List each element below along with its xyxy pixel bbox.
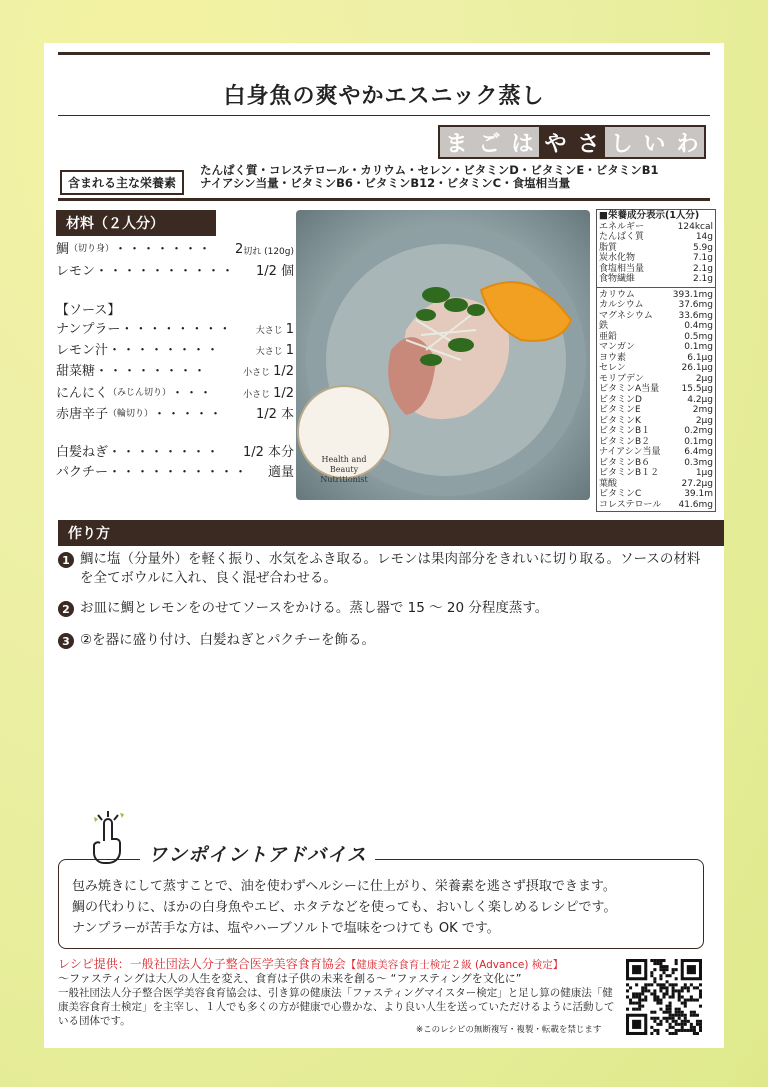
nutrition-row <box>599 447 713 458</box>
ingredient-list <box>56 240 294 482</box>
nutrient-value: 0.3mg <box>684 457 713 468</box>
leader-dots: ・・・・・・・・ <box>95 364 208 380</box>
nutrient-value: 2.1g <box>692 274 713 284</box>
recipe-sheet <box>44 43 724 1048</box>
nutritionist-logo <box>310 455 378 485</box>
nutrient-value: 5.9g <box>692 242 713 253</box>
nutrient-name: ビタミンA当量 <box>599 384 660 394</box>
nutrition-row <box>599 290 713 301</box>
ingredient-row <box>56 384 294 405</box>
step-text: ②を器に盛り付け、白髪ねぎとパクチーを飾る。 <box>80 632 376 648</box>
ingredient-quantity: 1/2 個 <box>255 264 294 280</box>
ingredient-quantity: 2 <box>234 242 244 257</box>
nutrient-name: 鉄 <box>599 321 609 331</box>
nutrient-name: たんぱく質 <box>599 232 645 242</box>
ingredient-name: 甜菜糖 <box>56 364 96 380</box>
ingredient-quantity: 1/2 本 <box>255 407 294 423</box>
nutrition-row <box>599 395 713 406</box>
ingredient-name: 赤唐辛子 <box>56 407 109 423</box>
nutrition-row <box>599 232 713 243</box>
nutrient-name: 炭水化物 <box>599 253 636 263</box>
category-word-tile: さ <box>572 127 605 157</box>
nutrition-row <box>599 311 713 322</box>
leader-dots: ・・・ <box>171 385 214 401</box>
nutrient-name: エネルギー <box>599 221 645 232</box>
nutrient-value: 39.1m <box>684 489 713 499</box>
nutrient-value: 33.6mg <box>678 310 713 321</box>
nutrient-value: 41.6mg <box>678 499 713 510</box>
ingredient-unit: 大さじ <box>255 325 283 336</box>
ingredient-row <box>56 320 294 341</box>
category-word-tile: や <box>539 127 572 157</box>
ingredient-row <box>56 405 294 424</box>
ingredient-row <box>56 240 294 262</box>
ingredient-unit: 小さじ <box>243 389 271 400</box>
ingredient-quantity: 1/2 <box>273 364 294 380</box>
ingredient-note: （切り身） <box>69 244 115 254</box>
ingredient-name: にんにく <box>56 385 109 401</box>
ingredients-header: 材料（２人分） <box>56 210 216 236</box>
nutrient-value: 26.1μg <box>681 363 713 373</box>
method-step <box>58 599 704 618</box>
nutrition-row <box>599 384 713 395</box>
nutrition-table-header: ■栄養成分表示(1人分) <box>599 210 700 221</box>
nutrient-name: マグネシウム <box>599 310 653 321</box>
ingredient-row <box>56 443 294 462</box>
ingredient-quantity: 適量 <box>267 464 294 480</box>
leader-dots: ・・・・・・・ <box>114 242 213 257</box>
nutrient-name: ビタミンK <box>599 415 641 426</box>
category-word-tile: わ <box>671 127 704 157</box>
nutrient-value: 6.1μg <box>687 352 713 363</box>
logo-text: Health and <box>321 455 367 464</box>
nutrition-row <box>599 416 713 427</box>
logo-text: Beauty Nutritionist <box>320 465 368 484</box>
step-text: お皿に鯛とレモンをのせてソースをかける。蒸し器で 15 ～ 20 分程度蒸す。 <box>80 600 549 616</box>
nutrient-value: 0.2mg <box>684 426 713 436</box>
nutrient-name: 葉酸 <box>599 478 618 489</box>
ingredient-name: パクチー <box>56 464 109 480</box>
nutrition-row <box>599 222 713 233</box>
nutrition-row <box>599 264 713 275</box>
nutrient-name: カルシウム <box>599 300 644 310</box>
nutrient-value: 2μg <box>695 373 713 384</box>
nutrient-name: コレステロール <box>599 499 662 510</box>
nutrient-name: モリブデン <box>599 373 644 384</box>
nutrient-name: 食塩相当量 <box>599 263 645 274</box>
recipe-title: 白身魚の爽やかエスニック蒸し <box>223 84 545 109</box>
dish-photo <box>296 210 590 500</box>
top-rule <box>58 52 710 55</box>
leader-dots: ・・・・・・・・・・ <box>95 264 236 280</box>
nutrient-name: セレン <box>599 363 626 373</box>
leader-dots: ・・・・・・・・ <box>108 445 221 461</box>
nutrition-row <box>599 332 713 343</box>
nutrient-name: 亜鉛 <box>599 331 618 342</box>
method-header: 作り方 <box>58 520 724 546</box>
nutrition-row <box>599 374 713 385</box>
nutrient-value: 1μg <box>695 468 713 478</box>
category-words <box>438 125 706 159</box>
nutrient-name: カリウム <box>599 289 635 300</box>
ingredient-quantity: 1 <box>285 321 294 337</box>
ingredient-name: 鯛 <box>56 242 70 257</box>
nutrient-value: 124kcal <box>677 221 713 232</box>
step-number: 2 <box>58 601 74 617</box>
sauce-header: 【ソース】 <box>56 302 121 318</box>
nutrition-row <box>599 479 713 490</box>
nutrient-value: 0.1mg <box>684 342 713 352</box>
ingredient-name: レモン <box>56 264 96 280</box>
footer-provider: レシピ提供：一般社団法人分子整合医学美容食育協会 <box>58 957 346 971</box>
category-word-tile: い <box>638 127 671 157</box>
nutrient-value: 14g <box>695 232 713 242</box>
nutrients-line: ナイアシン当量・ビタミンB6・ビタミンB12・ビタミンC・食塩相当量 <box>200 176 571 190</box>
nutrient-name: ビタミンB１ <box>599 426 651 436</box>
nutrition-row <box>599 426 713 437</box>
nutrient-value: 7.1g <box>692 253 713 263</box>
leader-dots: ・・・・・・・・ <box>120 321 233 337</box>
nutrition-row <box>599 468 713 479</box>
ingredient-quantity: 1/2 本分 <box>242 445 294 461</box>
advice-line: ナンプラーが苦手な方は、塩やハーブソルトで塩味をつけても OK です。 <box>72 921 500 936</box>
nutrient-value: 0.1mg <box>684 436 713 447</box>
nutrients-list <box>200 164 705 190</box>
advice-title: ワンポイントアドバイス <box>140 840 375 867</box>
nutrition-table <box>596 209 716 512</box>
nutrition-row <box>599 500 713 511</box>
nutrient-value: 2.1g <box>692 263 713 274</box>
ingredient-row <box>56 463 294 482</box>
nutrient-value: 0.5mg <box>684 331 713 342</box>
pointing-hand-icon <box>86 811 136 869</box>
nutrition-row <box>599 243 713 254</box>
ingredient-quantity: 1 <box>285 343 294 359</box>
category-word-tile: し <box>605 127 638 157</box>
nutrient-name: ビタミンB６ <box>599 457 651 468</box>
step-text: 鯛に塩（分量外）を軽く振り、水気をふき取る。レモンは果肉部分をきれいに切り取る。ソースの材料を全てボウルに入れ、良く混ぜ合わせる。 <box>80 551 701 586</box>
table-divider <box>597 287 715 288</box>
category-word-tile: ま <box>440 127 473 157</box>
nutrient-name: マンガン <box>599 342 636 352</box>
nutrition-row <box>599 405 713 416</box>
ingredient-unit: 大さじ <box>255 347 283 358</box>
section-rule <box>58 198 710 201</box>
nutrient-name: ビタミンB１２ <box>599 468 660 478</box>
nutrition-row <box>599 321 713 332</box>
nutrient-value: 15.5μg <box>681 384 713 394</box>
nutrient-name: ビタミンE <box>599 405 641 415</box>
nutrient-value: 2μg <box>695 415 713 426</box>
nutrient-name: 脂質 <box>599 242 618 253</box>
step-number: 3 <box>58 633 74 649</box>
nutrients-line: たんぱく質・コレステロール・カリウム・セレン・ビタミンD・ビタミンE・ビタミンB1 <box>200 163 659 177</box>
nutrient-value: 4.2μg <box>687 394 713 405</box>
footer-description: 一般社団法人分子整合医学美容食育協会は、引き算の健康法「ファスティングマイスター検定」と足し算の健康法「健康美容食育士検定」を主宰し、１人でも多くの方が健康で心豊かな、より良い人生を送っていただけるように活動している団体です。 <box>58 987 615 1027</box>
ingredient-row <box>56 362 294 383</box>
nutrient-name: ビタミンB２ <box>599 436 651 447</box>
advice-line: 鯛の代わりに、ほかの白身魚やエビ、ホタテなどを使っても、おいしく楽しめるレシピです。 <box>72 900 617 915</box>
nutrition-row <box>599 458 713 469</box>
footer <box>58 957 618 1028</box>
ingredient-quantity: 1/2 <box>273 385 294 401</box>
nutrient-name: ビタミンD <box>599 394 642 405</box>
nutrition-row <box>599 353 713 364</box>
ingredient-name: 白髪ねぎ <box>56 445 109 461</box>
nutrition-row <box>599 300 713 311</box>
copyright-note: ※このレシピの無断複写・複製・転載を禁じます <box>416 1025 602 1035</box>
ingredient-name: レモン汁 <box>56 343 109 359</box>
nutrition-row <box>599 489 713 500</box>
nutrients-label: 含まれる主な栄養素 <box>60 170 184 195</box>
advice-line: 包み焼きにして蒸すことで、油を使わずヘルシーに仕上がり、栄養素を逃さず摂取できます。 <box>72 879 616 894</box>
nutrition-row <box>599 274 713 285</box>
ingredient-note: （輪切り） <box>108 409 154 420</box>
ingredient-note: （みじん切り） <box>108 387 172 398</box>
nutrient-value: 393.1mg <box>672 289 713 300</box>
spacer <box>56 424 294 443</box>
ingredient-unit: 切れ (120g) <box>243 247 294 257</box>
ingredient-unit: 小さじ <box>243 368 271 379</box>
nutrient-name: 食物繊維 <box>599 274 636 284</box>
nutrition-row <box>599 363 713 374</box>
ingredient-row <box>56 341 294 362</box>
leader-dots: ・・・・・・・・ <box>108 343 221 359</box>
leader-dots: ・・・・・ <box>153 407 224 423</box>
title-rule <box>58 115 710 116</box>
nutrition-row <box>599 342 713 353</box>
footer-slogan: ～ファスティングは大人の人生を変え、食育は子供の未来を創る～ “ファスティングを文化に” <box>58 972 522 985</box>
method-step <box>58 631 704 650</box>
footer-cert: 【健康美容食育士検定２級 (Advance) 検定】 <box>345 959 564 971</box>
nutrient-name: ナイアシン当量 <box>599 447 661 457</box>
method-step <box>58 550 704 588</box>
nutrition-row <box>599 437 713 448</box>
ingredient-row <box>56 262 294 281</box>
advice-text <box>72 876 692 939</box>
ingredient-name: ナンプラー <box>56 321 121 337</box>
nutrient-value: 0.4mg <box>684 321 713 331</box>
category-word-tile: ご <box>473 127 506 157</box>
qr-code-icon[interactable] <box>626 959 702 1035</box>
leader-dots: ・・・・・・・・・・ <box>108 464 249 480</box>
nutrient-value: 37.6mg <box>678 300 713 310</box>
nutrient-value: 2mg <box>692 405 713 415</box>
nutrient-value: 6.4mg <box>684 447 713 457</box>
category-word-tile: は <box>506 127 539 157</box>
nutrient-name: ビタミンC <box>599 489 642 499</box>
spacer <box>56 282 294 301</box>
step-number: 1 <box>58 552 74 568</box>
nutrient-value: 27.2μg <box>681 478 713 489</box>
nutrition-row <box>599 253 713 264</box>
nutrient-name: ヨウ素 <box>599 352 627 363</box>
